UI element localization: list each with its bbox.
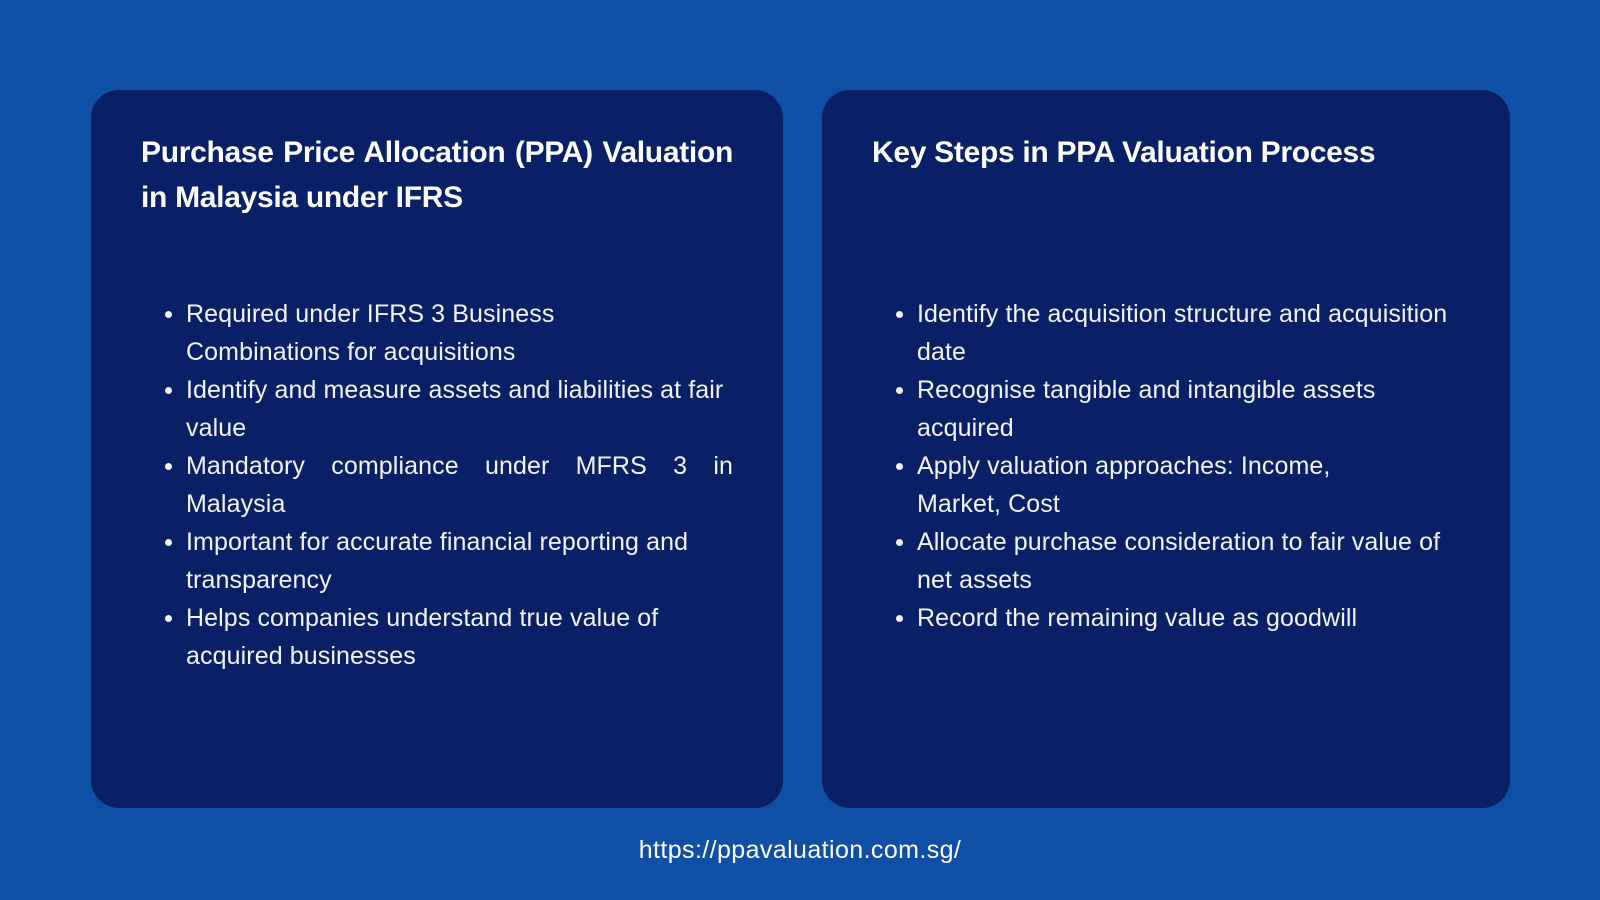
list-item: Mandatory compliance under MFRS 3 in Malaysia <box>141 447 733 523</box>
footer <box>0 820 1600 880</box>
list-item: Apply valuation approaches: Income, Market, Cost <box>872 447 1412 523</box>
left-bullet-list <box>141 295 733 675</box>
list-item: Identify and measure assets and liabilities at fair value <box>141 371 733 447</box>
right-bullet-list <box>872 295 1460 637</box>
card-ppa-overview <box>91 90 783 808</box>
card-key-steps <box>822 90 1510 808</box>
footer-url: https://ppavaluation.com.sg/ <box>638 835 962 864</box>
list-item: Identify the acquisition structure and acquisition date <box>872 295 1460 371</box>
list-item: Allocate purchase consideration to fair value of net assets <box>872 523 1460 599</box>
list-item: Record the remaining value as goodwill <box>872 599 1460 637</box>
list-item: Helps companies understand true value of acquired businesses <box>141 599 733 675</box>
left-card-title: Purchase Price Allocation (PPA) Valuation in Malaysia under IFRS <box>141 136 733 214</box>
list-item: Recognise tangible and intangible assets acquired <box>872 371 1460 447</box>
list-item: Required under IFRS 3 Business Combinations for acquisitions <box>141 295 661 371</box>
right-card-title: Key Steps in PPA Valuation Process <box>872 136 1376 169</box>
list-item: Important for accurate financial reporting and transparency <box>141 523 733 599</box>
